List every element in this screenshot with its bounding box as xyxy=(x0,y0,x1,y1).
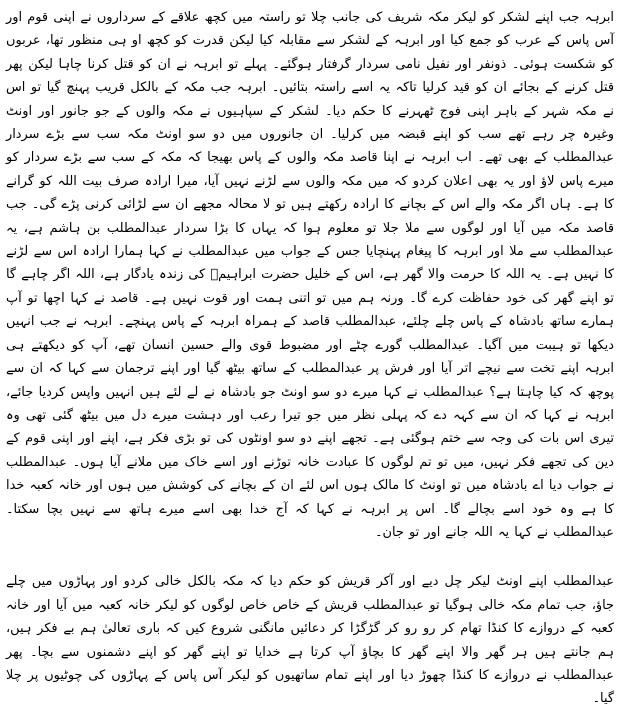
paragraph-abraha-march: ابرہہ جب اپنے لشکر کو لیکر مکہ شریف کی جانب چلا تو راستہ میں کچھ علاقے کے سرداروں نے اپنی قوم اور آس پاس کے عرب کو جمع کیا اور ابرہہ کے لشکر سے مقابلہ کیا لیکن قدرت کو کچھ او ہی منظور تھا، عربوں کو شکست ہوئی۔ ذونفر اور نفیل نامی سردار گرفتار ہوگئے۔ پہلے تو ابرہہ نے ان کو قتل کرنا چاہا لیکن پھر قتل کرنے کے بجائے ان کو قید کرلیا تاکہ یہ اسے راستہ بتائیں۔ ابرہہ جب مکہ کے بالکل قریب پہنچ گیا تو اس نے مکہ شہر کے باہر اپنی فوج ٹھہرنے کا حکم دیا۔ لشکر کے سپاہیوں نے مکہ والوں کے جو جانور اور اونٹ وغیرہ چر رہے تھے سب کو اپنے قبضہ میں کرلیا۔ ان جانوروں میں دو سو اونٹ مکہ سب سے بڑے سردار عبدالمطلب کے بھی تھے۔ اب ابرہہ نے اپنا قاصد مکہ والوں کے پاس بھیجا کہ مکہ کے سب سے بڑے سردار کو میرے پاس لاؤ اور یہ بھی اعلان کردو کہ میں مکہ والوں سے لڑنے نہیں آیا، میرا ارادہ صرف بیت اللہ کو گرانے کا ہے۔ ہاں اگر مکہ والے اس کے بچانے کا ارادہ رکھتے ہیں تو لا محالہ مجھے ان سے لڑائی کرنی پڑے گی۔ جب قاصد مکہ میں آیا اور لوگوں سے ملا جلا تو معلوم ہوا کہ یہاں کا بڑا سردار عبدالمطلب بن ہاشم ہے، یہ عبدالمطلب سے ملا اور ابرہہ کا پیغام پہنچایا جس کے جواب میں عبدالمطلب نے کہا ہمارا ارادہ اس سے لڑنے کا نہیں ہے۔ یہ اللہ کا حرمت والا گھر ہے، اس کے خلیل حضرت ابراہیمؑ کی زندہ یادگار ہے، اللہ اگر چاہے گا تو اپنے گھر کی خود حفاظت کرے گا۔ ورنہ ہم میں تو اتنی ہمت اور قوت نہیں ہے۔ قاصد نے کہا اچھا تو آپ ہمارے ساتھ بادشاہ کے پاس چلے چلئے، عبدالمطلب قاصد کے ہمراہ ابرہہ کے پاس پہنچے۔ ابرہہ نے جب انہیں دیکھا تو ہیبت میں آگیا۔ عبدالمطلب گورے چٹے اور مضبوط قوی والے حسین انسان تھے، آپ کو دیکھتے ہی ابرہہ اپنے تخت سے نیچے اتر آیا اور فرش پر عبدالمطلب کے ساتھ بیٹھ گیا اور اپنے ترجمان سے کہا کہ ان سے پوچھ کہ کیا چاہتا ہے؟ عبدالمطلب نے کہا میرے دو سو اونٹ جو بادشاہ نے لے لئے ہیں انہیں واپس کردیا جائے، ابرہہ نے کہا کہ ان سے کہہ دے کہ پہلی نظر میں جو تیرا رعب اور دہشت میرے دل میں بیٹھ گئی تھی وہ تیری اس بات کی وجہ سے ختم ہوگئی ہے۔ تجھے اپنے دو سو اونٹوں کی تو بڑی فکر ہے، اپنے اور اپنی قوم کے دین کی تجھے فکر نہیں، میں تو تم لوگوں کا عبادت خانہ توڑنے اور اسے خاک میں ملانے آیا ہوں۔ عبدالمطلب نے جواب دیا اے بادشاہ میں تو اونٹ کا مالک ہوں اس لئے ان کے بچانے کی کوشش میں ہوں اور خانہ کعبہ خدا کا ہے وہ خود اسے بچالے گا۔ اس پر ابرہہ نے کہا کہ آج خدا بھی اسے میرے ہاتھ سے نہیں بچا سکتا۔ عبدالمطلب نے کہا یہ اللہ جانے اور تو جان۔ xyxy=(6,10,614,540)
paragraph-abdul-muttalib-prayer: عبدالمطلب اپنے اونٹ لیکر چل دیے اور آکر قریش کو حکم دیا کہ مکہ بالکل خالی کردو اور پہاڑوں میں چلے جاؤ، جب تمام مکہ خالی ہوگیا تو عبدالمطلب قریش کے خاص خاص لوگوں کو لیکر خانہ کعبہ میں آیا اور خانہ کعبہ کے دروازے کا کنڈا تھام کر رو رو کر گڑگڑا کر دعائیں مانگنی شروع کیں کہ باری تعالیٰ ہم بے فکر ہیں، ہم جانتے ہیں ہر گھر والا اپنے گھر کا بچاؤ آپ کرتا ہے خدایا تو اپنے گھر کو اپنے دشمنوں سے بچا۔ پھر عبدالمطلب نے دروازے کا کنڈا چھوڑ دیا اور اپنے تمام ساتھیوں کو لیکر آس پاس کے پہاڑوں کی چوٹیوں پر چلا گیا۔ xyxy=(6,574,614,707)
